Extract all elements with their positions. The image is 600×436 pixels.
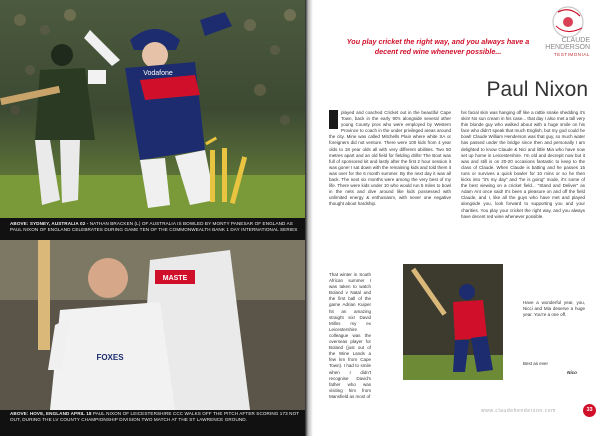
drop-cap-block: [329, 110, 338, 129]
article-column-3: That winter in South African summer I was taken to watch Boland v Natal and the first ball of the game Adrian Kuiper hit an amazing straight six! David Millns my ex Leicestershire colleague was the overseas player for Boland (just out of the Wine Lands a few km from Cape Town). I had to smile when I didn't recognise David's father who was visiting him from Mansfield as most of: [329, 272, 371, 399]
article-column-2: his facial skin was hanging off like a rattle snake shedding it's skin! No sun cream in his case... that day I also met a tall very thin blonde guy who walked about with a huge smile on his face who didn't speak that much English, but my god could he bowl! Claude William Henderson was that guy, so much water has passed under the bridge since then and personally I am delighted to know Claude & Nici and little Mia who have now set up home in Leicestershire. I'm old and decrepit now but it was and still is on 20-20 occasions fantastic to keep to the class of Claude. When Claude is batting and he passes 15 runs or survives a quick bowler for 10 mins or so he then kicks into "it's my day" and "he is going" mode, it's some of the best viewing on a cricket field... "Stand and Deliver" as Adam Ant once said! It's been a pleasure on and off the field Claude, and I, like all the guys who have met and played alongside you, look forward to supporting you and your charities. You play your cricket the right way, and you always have decent red wine whenever possible.: [461, 110, 585, 219]
player-head: [88, 258, 128, 298]
logo-text: [530, 37, 590, 58]
inset-photo-batting: [375, 260, 521, 384]
wicketkeeper-shirt-text: Vodafone: [143, 70, 173, 77]
sign-off: Best as ever: [523, 361, 549, 366]
article-column-4: Have a wonderful year, you, Nicci and Mia deserve a huge year. You're a one off.: [523, 300, 585, 318]
article-column-1: [329, 110, 451, 208]
bottom-caption-lead: ABOVE: HOVE, ENGLAND APRIL 18: [10, 411, 92, 416]
top-photo-illustration: [0, 0, 305, 218]
bottom-photo-caption: [10, 411, 300, 423]
top-caption-lead: ABOVE: SYDNEY, AUSTRALIA 02 -: [10, 221, 89, 226]
bottom-photo-bat-raised: [0, 240, 305, 410]
inset-photo-illustration: [375, 260, 521, 384]
player-shirt-sponsor: FOXES: [96, 353, 124, 362]
bottom-photo-illustration: [0, 240, 305, 410]
background-shirt-sponsor: MASTE: [162, 275, 188, 282]
right-page: [313, 0, 600, 436]
page-gutter: [305, 0, 313, 436]
top-photo-caption: [10, 221, 300, 233]
bottom-caption-body: PAUL NIXON OF LEICESTERSHIRE CCC WALKS OFF THE PITCH AFTER SCORING 173 NOT OUT, DURING THE LV COUNTY CHAMPIONSHIP DIVISION TWO MATCH AT THE ST LAWRENCE GROUND.: [10, 411, 300, 422]
top-photo-wicket-celebration: [0, 0, 305, 218]
signature: Nico: [567, 370, 577, 375]
logo-line2: HENDERSON: [545, 44, 590, 51]
page-number-badge: 33: [583, 404, 596, 417]
column-1-text: played and coached Cricket out in the beautiful Cape Town, back in the early 90's alongside several other young County pros who were employed by Western Province to coach in the under privileged areas around the city. Mine was called Mitchells Plain where white SA or foreigners did not venture. There were 100 kids from 4 year olds to 18 year olds all with very different abilities. Two 50 metres apart and an old field for fielding drills! The Boot was full of sponsored kit and lastly after the first 2 hour session it was gone! I sat down with the remaining kids and told them it was over for the 6 month summer. By the next day it was all back. The next six months were among the very best of my life. There were kids under 10 who would run 5 miles to bowl in the nets and dive around like kids possessed with unlimited energy & enthusiasm, with never one negative thought about hardship.: [329, 110, 451, 207]
raised-bat: [38, 240, 50, 350]
website-url: www.claudehenderson.com: [481, 408, 556, 414]
pull-quote: You play cricket the right way, and you always have a decent red wine whenever possible...: [346, 37, 530, 56]
top-caption-body: NATHAN BRACKEN (L) OF AUSTRALIA IS BOWLED BY MONTY PANESAR OF ENGLAND AS PAUL NIXON OF ENGLAND CELEBRATES DURING GAME TEN OF THE COMMONWEALTH BANK 1 DAY INTERNATIONAL SERIES: [10, 221, 298, 232]
logo-line1: CLAUDE: [561, 37, 590, 44]
article-title: Paul Nixon: [486, 78, 588, 101]
logo-line3: TESTIMONIAL: [553, 52, 590, 57]
